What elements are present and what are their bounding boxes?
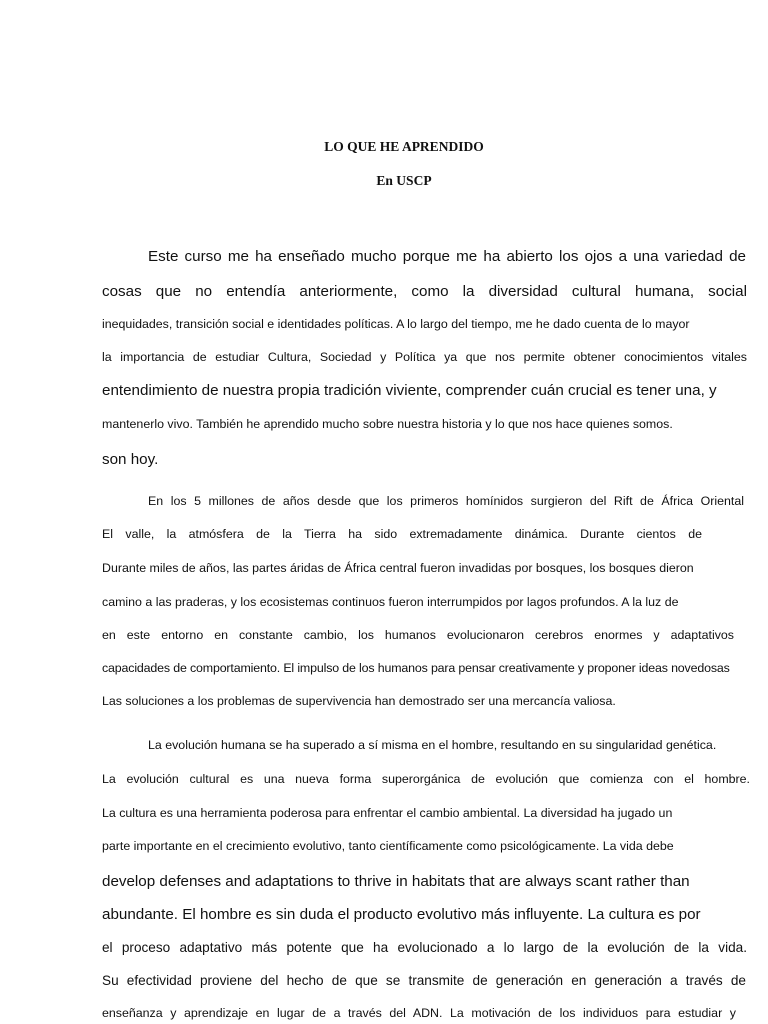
paragraph-line: La cultura es una herramienta poderosa para enfrentar el cambio ambiental. La diversidad ha jugado un: [102, 806, 673, 820]
paragraph-line: cosas que no entendía anteriormente, como la diversidad cultural humana, social: [102, 283, 747, 300]
paragraph-line: Este curso me ha enseñado mucho porque me ha abierto los ojos a una variedad de: [148, 248, 746, 265]
paragraph-line: entendimiento de nuestra propia tradición viviente, comprender cuán crucial es tener una, y: [102, 382, 717, 399]
document-subtitle: En USCP: [376, 173, 432, 188]
paragraph-line: mantenerlo vivo. También he aprendido mucho sobre nuestra historia y lo que nos hace quienes somos.: [102, 417, 673, 431]
paragraph-line: abundante. El hombre es sin duda el producto evolutivo más influyente. La cultura es por: [102, 906, 701, 923]
paragraph-line: capacidades de comportamiento. El impulso de los humanos para pensar creativamente y proponer ideas novedosas: [102, 661, 730, 675]
paragraph-line: El valle, la atmósfera de la Tierra ha sido extremadamente dinámica. Durante cientos de: [102, 527, 702, 541]
paragraph-line: en este entorno en constante cambio, los humanos evolucionaron cerebros enormes y adaptativos: [102, 628, 734, 642]
paragraph-line: son hoy.: [102, 451, 159, 468]
paragraph-line: la importancia de estudiar Cultura, Sociedad y Política ya que nos permite obtener conocimientos vitales: [102, 350, 747, 364]
paragraph-line: La evolución humana se ha superado a sí misma en el hombre, resultando en su singularidad genética.: [148, 738, 717, 752]
paragraph-line: En los 5 millones de años desde que los primeros homínidos surgieron del Rift de África Oriental: [148, 494, 744, 508]
paragraph-line: enseñanza y aprendizaje en lugar de a través del ADN. La motivación de los individuos para estudiar y: [102, 1006, 736, 1020]
paragraph-line: inequidades, transición social e identidades políticas. A lo largo del tiempo, me he dado cuenta de lo mayor: [102, 317, 690, 331]
paragraph-line: Durante miles de años, las partes áridas de África central fueron invadidas por bosques, los bosques dieron: [102, 561, 694, 575]
paragraph-line: Su efectividad proviene del hecho de que se transmite de generación en generación a través de: [102, 973, 746, 988]
paragraph-line: Las soluciones a los problemas de supervivencia han demostrado ser una mercancía valiosa.: [102, 694, 616, 708]
paragraph-line: el proceso adaptativo más potente que ha evolucionado a lo largo de la evolución de la vida.: [102, 940, 747, 955]
paragraph-line: La evolución cultural es una nueva forma superorgánica de evolución que comienza con el hombre.: [102, 772, 750, 786]
paragraph-line: develop defenses and adaptations to thrive in habitats that are always scant rather than: [102, 873, 690, 890]
document-title: LO QUE HE APRENDIDO: [324, 139, 484, 154]
paragraph-line: parte importante en el crecimiento evolutivo, tanto científicamente como psicológicamente. La vida debe: [102, 839, 674, 853]
paragraph-line: camino a las praderas, y los ecosistemas continuos fueron interrumpidos por lagos profundos. A la luz de: [102, 595, 679, 609]
